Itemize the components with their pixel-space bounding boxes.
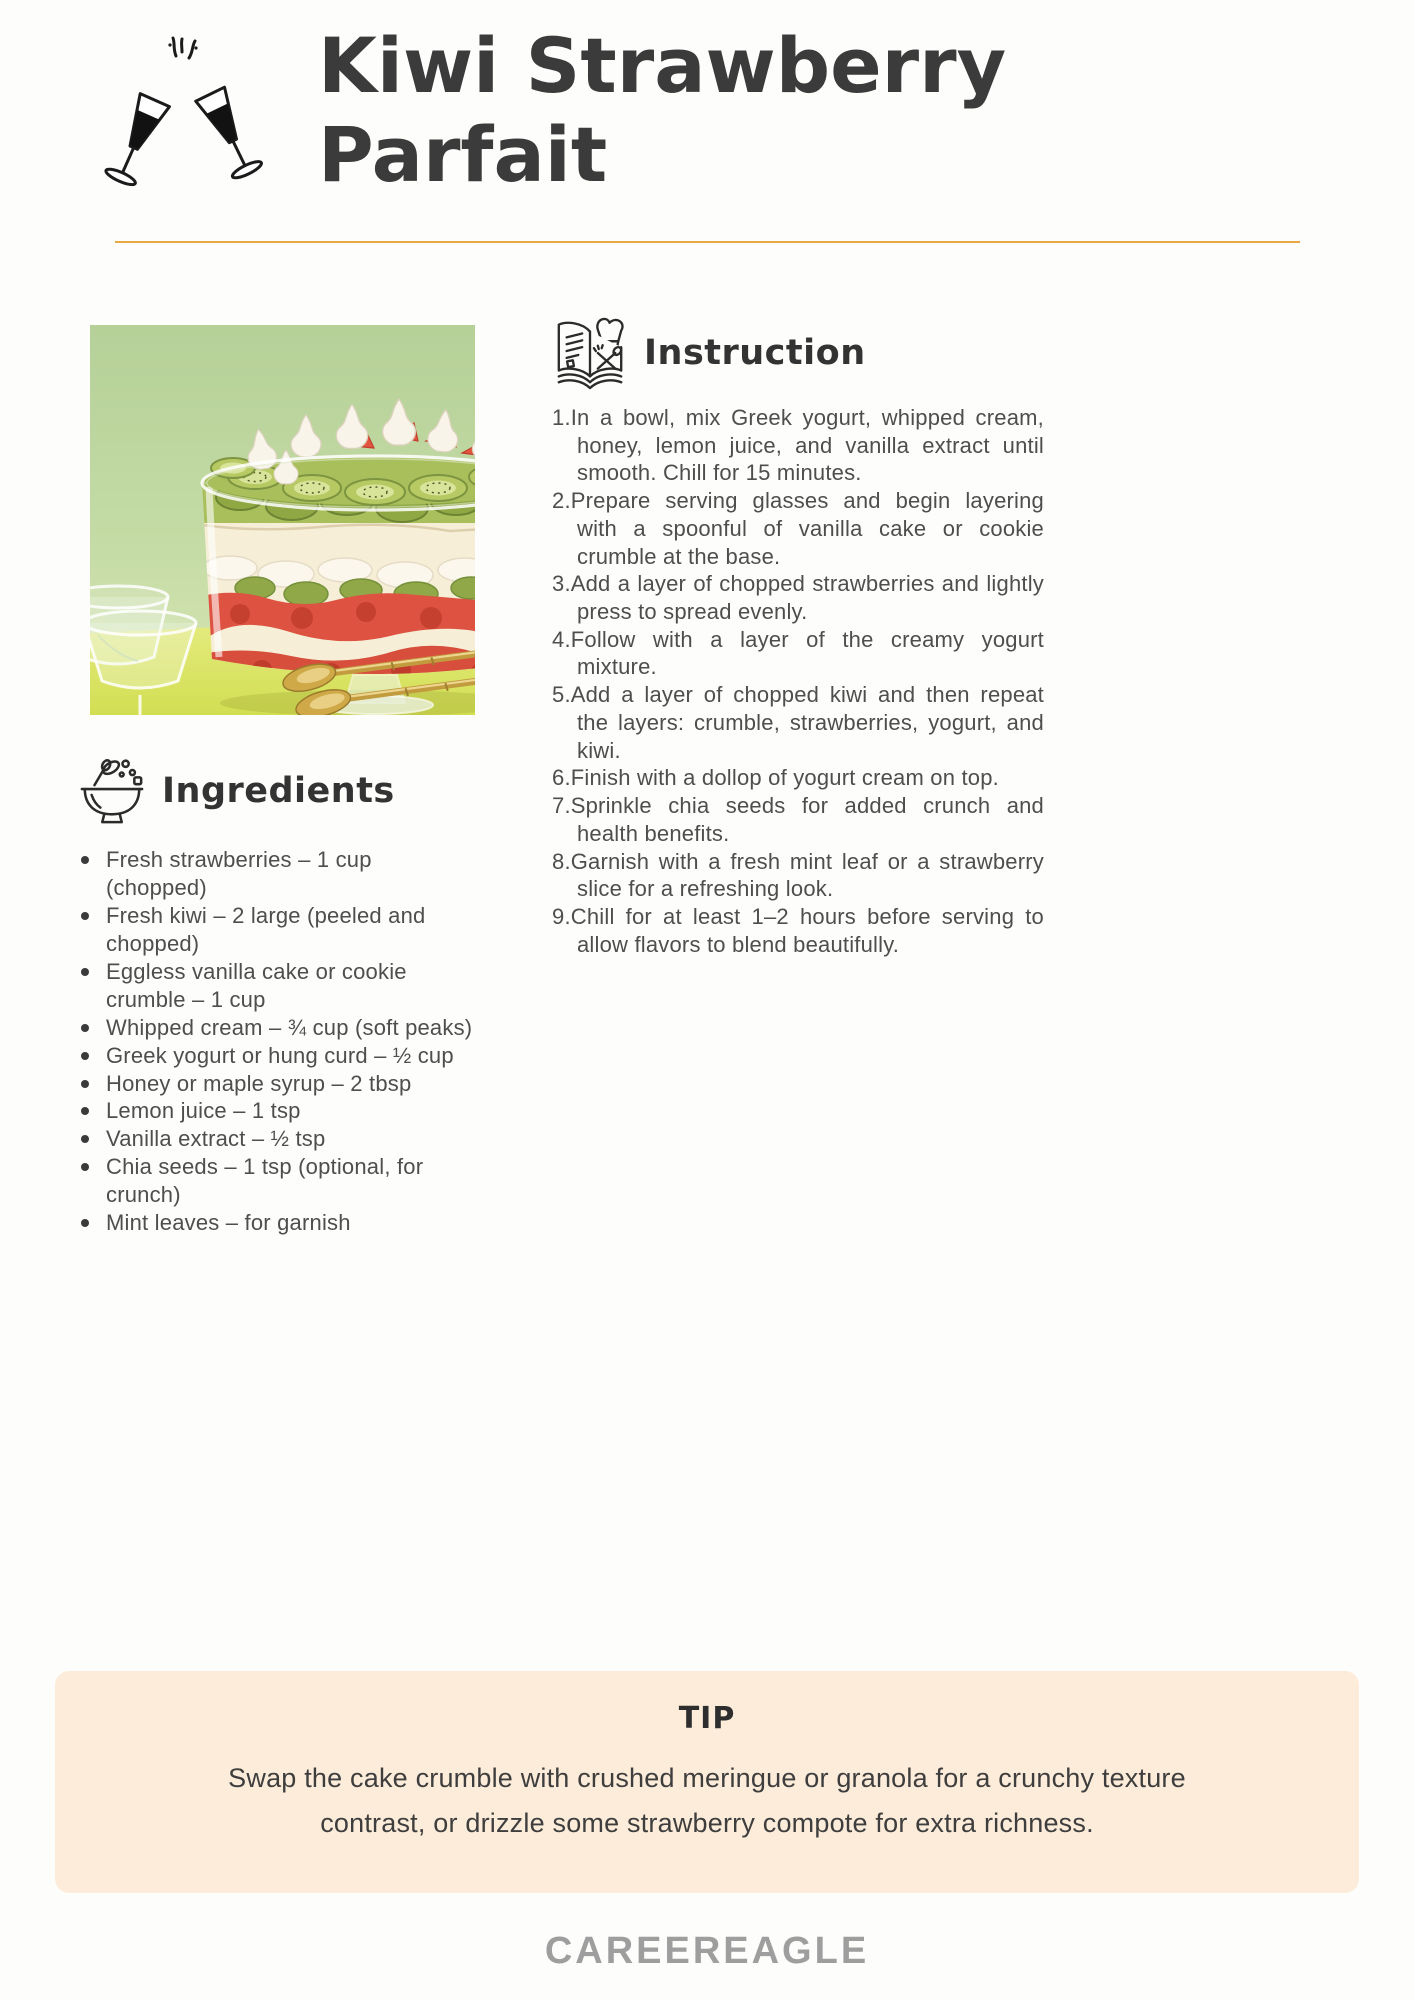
cookbook-icon (552, 314, 628, 392)
tip-box (55, 1671, 1359, 1893)
instruction-step: Garnish with a fresh mint leaf or a strawberry slice for a refreshing look. (570, 848, 1044, 902)
ingredient-item: Fresh strawberries – 1 cup (chopped) (78, 846, 476, 902)
brand-logo: CAREEREAGLE (544, 1930, 870, 1972)
instruction-step: In a bowl, mix Greek yogurt, whipped cream, honey, lemon juice, and vanilla extract until smooth. Chill for 15 minutes. (570, 405, 1044, 486)
instruction-header (552, 314, 1044, 392)
ingredients-section (78, 756, 476, 1237)
ingredient-item: Eggless vanilla cake or cookie crumble – 1 cup (78, 958, 476, 1014)
instruction-step: Chill for at least 1–2 hours before serving to allow flavors to blend beautifully. (570, 903, 1044, 957)
instruction-step: Add a layer of chopped kiwi and then repeat the layers: crumble, strawberries, yogurt, and kiwi. (570, 682, 1044, 763)
ingredient-item: Fresh kiwi – 2 large (peeled and chopped) (78, 902, 476, 958)
tip-heading: TIP (678, 1701, 736, 1736)
ingredient-item: Vanilla extract – ½ tsp (78, 1125, 476, 1153)
ingredient-item: Greek yogurt or hung curd – ½ cup (78, 1042, 476, 1070)
instruction-step: Sprinkle chia seeds for added crunch and health benefits. (570, 793, 1044, 846)
ingredients-list (78, 846, 476, 1237)
header-divider (115, 241, 1300, 243)
tip-text: Swap the cake crumble with crushed meringue or granola for a crunchy texture contrast, or drizzle some strawberry compote for extra richness. (228, 1763, 1186, 1838)
champagne-glasses-icon (92, 36, 274, 200)
ingredient-item: Whipped cream – ¾ cup (soft peaks) (78, 1014, 476, 1042)
ingredient-item: Chia seeds – 1 tsp (optional, for crunch) (78, 1153, 476, 1209)
ingredient-item: Mint leaves – for garnish (78, 1209, 476, 1237)
ingredient-item: Honey or maple syrup – 2 tbsp (78, 1070, 476, 1098)
ingredients-heading: Ingredients (162, 771, 395, 811)
instruction-step: Prepare serving glasses and begin layering with a spoonful of vanilla cake or cookie crumble at the base. (570, 488, 1044, 569)
ingredient-item: Lemon juice – 1 tsp (78, 1097, 476, 1125)
parfait-photo (90, 325, 475, 715)
page-title: Kiwi Strawberry Parfait (318, 21, 1007, 199)
instruction-heading: Instruction (644, 333, 866, 373)
instruction-step: Follow with a layer of the creamy yogurt mixture. (570, 626, 1044, 680)
parfait-photo-illustration (90, 325, 475, 715)
instruction-step: Finish with a dollop of yogurt cream on top. (570, 765, 999, 791)
instruction-section (552, 314, 1044, 958)
instruction-list (552, 404, 1044, 958)
ingredients-header (78, 756, 476, 826)
instruction-step: Add a layer of chopped strawberries and lightly press to spread evenly. (570, 571, 1044, 625)
mixing-bowl-icon (78, 756, 146, 826)
